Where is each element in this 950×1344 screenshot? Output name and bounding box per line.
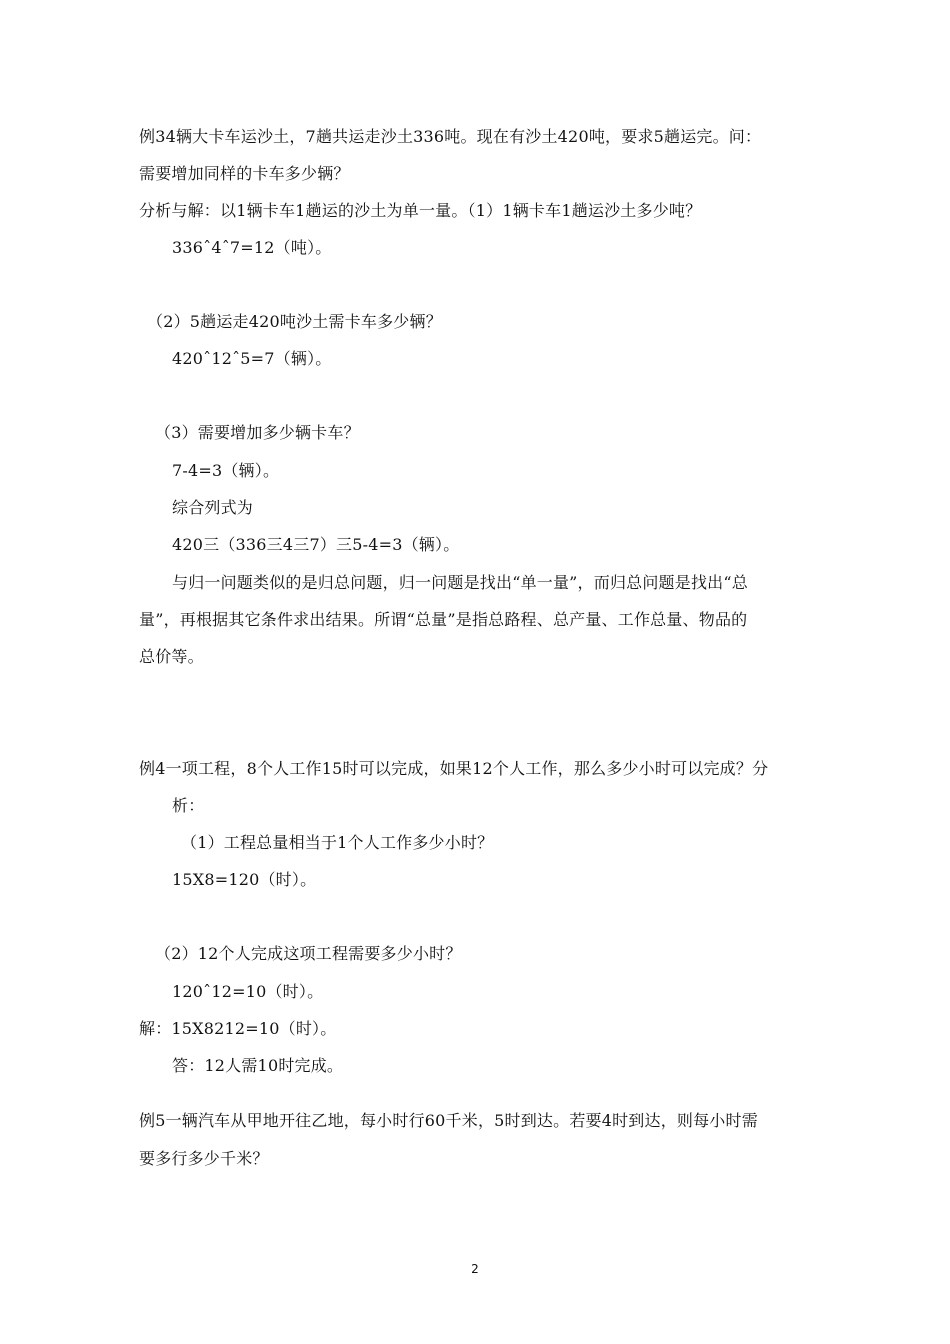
example-3-step-3-question: （3）需要增加多少辆卡车？ [155,423,360,442]
example-3-step-1-formula: 336ˆ4ˆ7=12（吨）。 [172,238,332,257]
example-3-combined-formula: 420三（336三4三7）三5-4=3（辆）。 [172,535,460,554]
example-4-answer: 答：12人需10时完成。 [172,1056,344,1075]
example-3-question-line-2: 需要增加同样的卡车多少辆？ [139,164,350,183]
example-5-question-line-2: 要多行多少千米？ [139,1149,269,1168]
example-3-question-line-1: 例34辆大卡车运沙土，7趟共运走沙土336吨。现在有沙土420吨，要求5趟运完。问： [139,127,762,146]
example-4-step-2-formula: 120ˆ12=10（时）。 [172,982,324,1001]
example-3-step-2-formula: 420ˆ12ˆ5=7（辆）。 [172,349,332,368]
paragraph-line-1: 与归一问题类似的是归总问题，归一问题是找出“单一量”，而归总问题是找出“总 [172,573,748,592]
example-4-step-2-question: （2）12个人完成这项工程需要多少小时？ [155,944,462,963]
example-4-step-1-question: （1）工程总量相当于1个人工作多少小时？ [181,833,494,852]
paragraph-line-2: 量”，再根据其它条件求出结果。所谓“总量”是指总路程、总产量、工作总量、物品的 [139,610,748,629]
example-3-analysis: 分析与解：以1辆卡车1趟运的沙土为单一量。（1）1辆卡车1趟运沙土多少吨？ [139,201,702,220]
example-3-step-3-formula: 7-4=3（辆）。 [172,461,280,480]
paragraph-line-3: 总价等。 [139,647,204,666]
example-4-analysis-label: 析： [172,796,205,815]
example-3-step-2-question: （2）5趟运走420吨沙土需卡车多少辆？ [147,312,442,331]
example-5-question-line-1: 例5一辆汽车从甲地开往乙地，每小时行60千米，5时到达。若要4时到达，则每小时需 [139,1111,758,1130]
page-number: 2 [471,1262,479,1276]
example-4-question: 例4一项工程，8个人工作15时可以完成，如果12个人工作，那么多少小时可以完成？分 [139,759,769,778]
example-3-combined-label: 综合列式为 [172,498,254,517]
example-4-step-1-formula: 15X8=120（时）。 [172,870,317,889]
example-4-solution: 解：15X8212=10（时）。 [139,1019,337,1038]
